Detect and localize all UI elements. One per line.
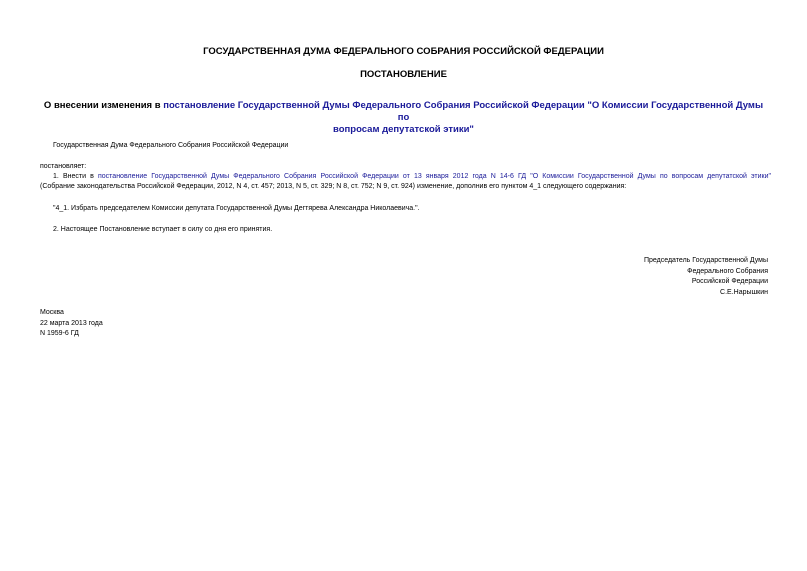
city: Москва bbox=[40, 309, 64, 316]
document-type-heading: ПОСТАНОВЛЕНИЕ bbox=[360, 69, 447, 80]
item-1-rest: (Собрание законодательства Российской Федерации, 2012, N 4, ст. 457; 2013, N 5, ст. 329; N 8, ст. 752; N 9, ст. 924) изменение, дополнив его пунктом 4_1 следующего содержания: bbox=[40, 183, 627, 190]
subject-link-resolution-cont[interactable]: вопросам депутатской этики" bbox=[333, 124, 474, 135]
signature-position-line-1: Председатель Государственной Думы bbox=[643, 257, 768, 264]
place-date-block bbox=[40, 308, 103, 340]
resolves-word: постановляет: bbox=[40, 163, 87, 170]
item-1-link-resolution[interactable]: постановление Государственной Думы Федерального Собрания Российской Федерации от 13 января 2012 года N 14-6 ГД "О Комиссии Государственной Думы по вопросам депутатской этики" bbox=[97, 173, 772, 180]
item-1-prefix: 1. Внести в bbox=[53, 173, 98, 180]
document-subject bbox=[40, 100, 767, 136]
item-2-paragraph: 2. Настоящее Постановление вступает в силу со дня его принятия. bbox=[53, 226, 273, 233]
item-1-line-1 bbox=[40, 172, 771, 182]
signatory-name: С.Е.Нарышкин bbox=[720, 288, 768, 296]
document-number: N 1959-6 ГД bbox=[40, 330, 79, 337]
amendment-quote: "4_1. Избрать председателем Комиссии депутата Государственной Думы Дегтярева Александра Николаевича.". bbox=[53, 205, 420, 212]
date: 22 марта 2013 года bbox=[40, 319, 103, 327]
subject-link-resolution[interactable]: постановление Государственной Думы Федерального Собрания Российской Федерации "О Комиссии Государственной Думы по bbox=[163, 100, 764, 123]
signature-position-line-3: Российской Федерации bbox=[691, 278, 768, 285]
subject-prefix: О внесении изменения в bbox=[43, 100, 164, 111]
signature-position-line-2: Федерального Собрания bbox=[687, 267, 768, 275]
document-issuer-title: ГОСУДАРСТВЕННАЯ ДУМА ФЕДЕРАЛЬНОГО СОБРАНИЯ РОССИЙСКОЙ ФЕДЕРАЦИИ bbox=[203, 46, 604, 57]
intro-paragraph: Государственная Дума Федерального Собрания Российской Федерации bbox=[53, 142, 289, 149]
item-1-paragraph bbox=[40, 172, 771, 192]
signature-block bbox=[644, 256, 768, 298]
